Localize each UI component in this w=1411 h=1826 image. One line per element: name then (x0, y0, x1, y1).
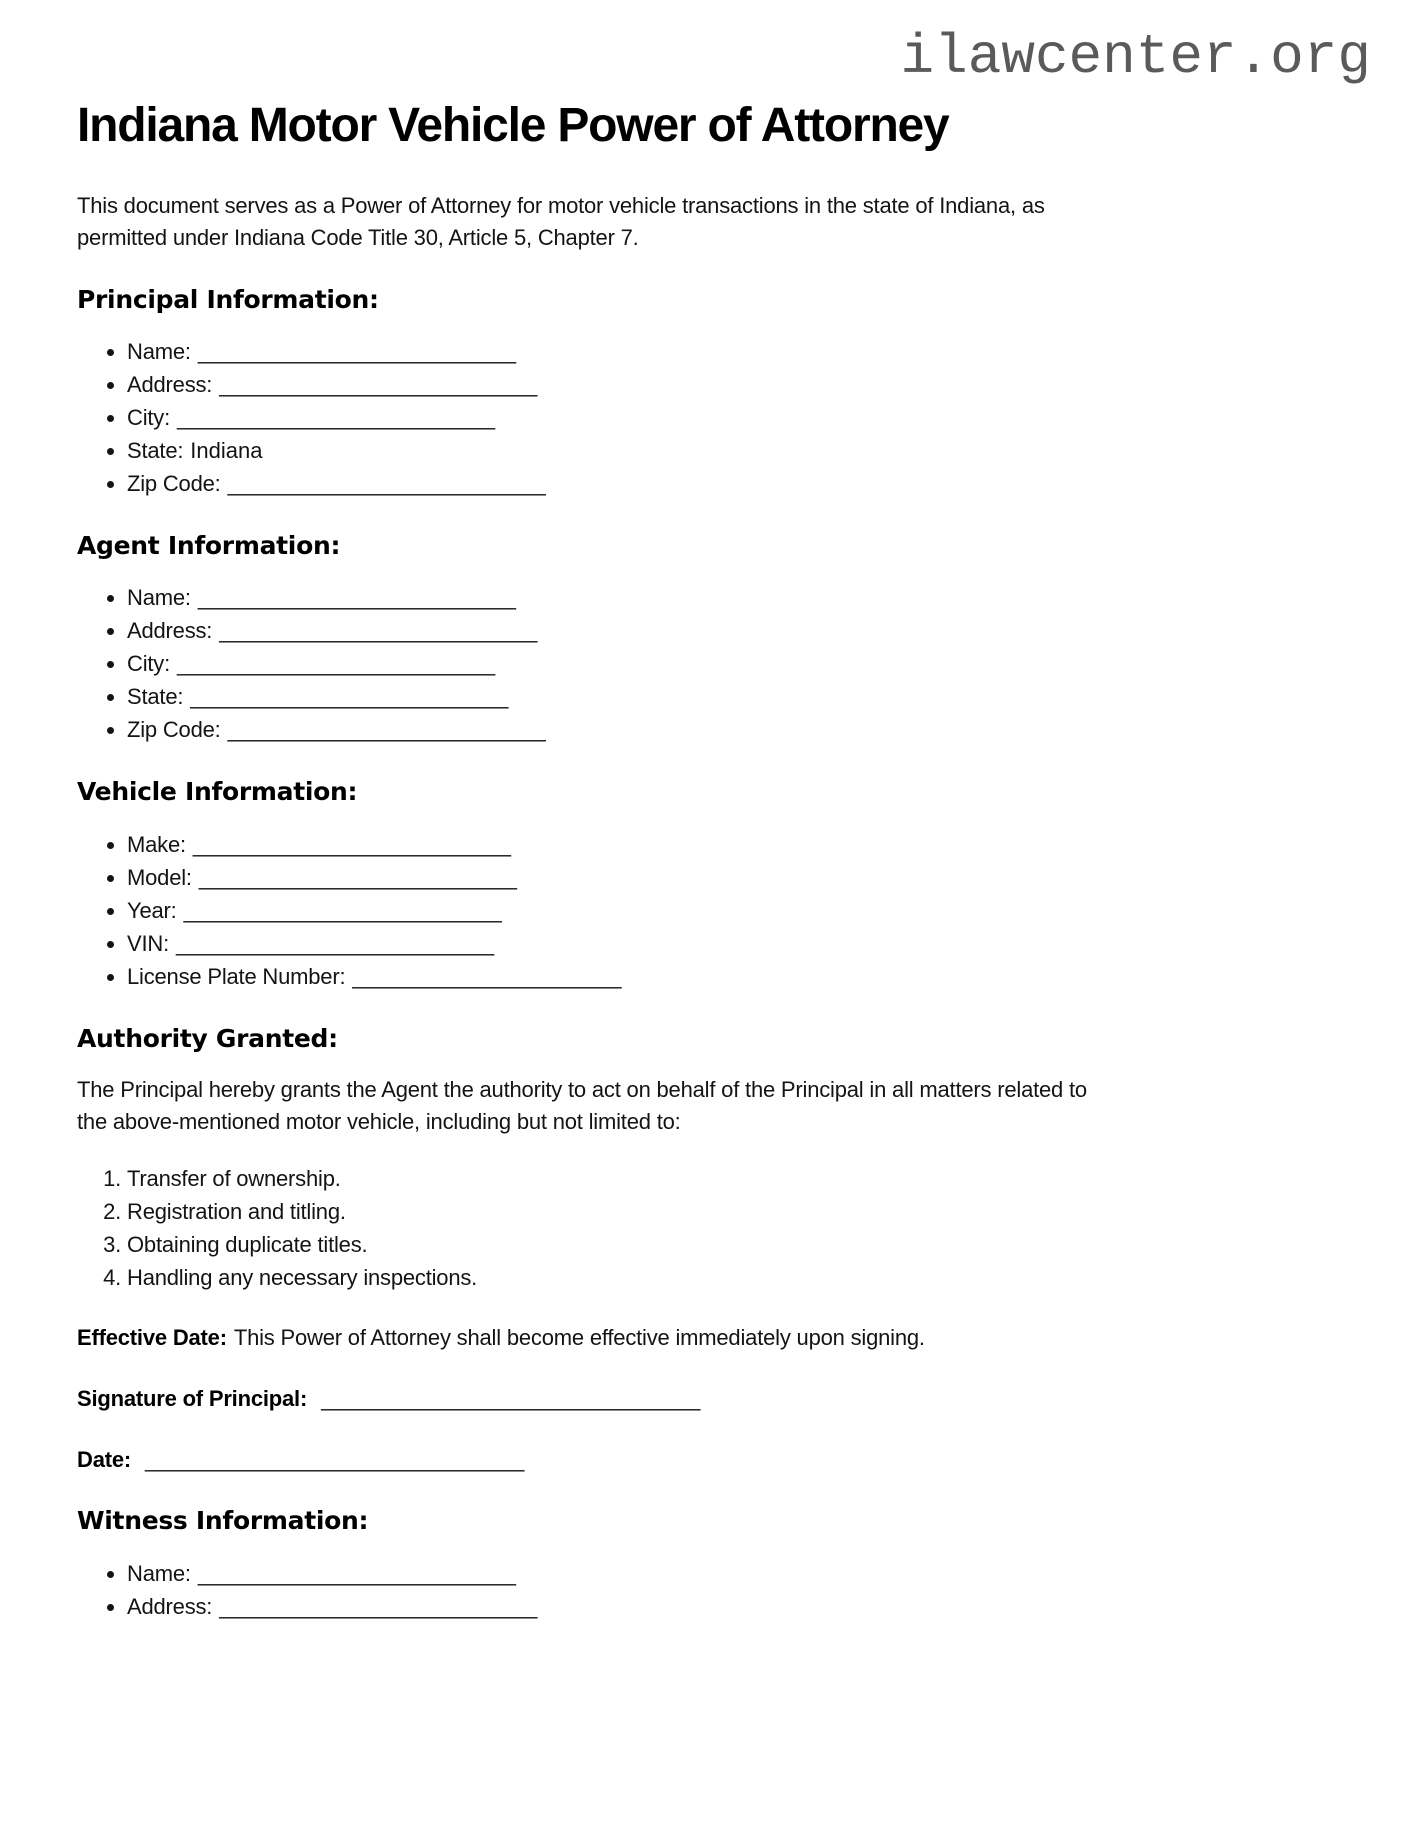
field-row-vehicle-vin (127, 927, 1371, 960)
field-row-vehicle-make (127, 828, 1371, 861)
field-row-vehicle-year (127, 894, 1371, 927)
authority-item (127, 1162, 1371, 1195)
site-logo: ilawcenter.org (900, 25, 1371, 89)
date-blank: _______________________________ (145, 1446, 525, 1472)
field-row-witness-name (127, 1557, 1371, 1590)
field-row-vehicle-model (127, 861, 1371, 894)
authority-item-text: Obtaining duplicate titles. (127, 1231, 368, 1257)
field-blank: __________________________ (219, 372, 538, 398)
field-row-principal-state (127, 434, 1371, 467)
field-blank: __________________________ (197, 339, 516, 365)
agent-info-list (77, 581, 1371, 746)
principal-info-list (77, 335, 1371, 500)
field-row-agent-name (127, 581, 1371, 614)
effective-date-line (77, 1322, 1371, 1354)
field-blank: __________________________ (227, 717, 546, 743)
authority-paragraph: The Principal hereby grants the Agent the authority to act on behalf of the Principal in all matters related to the above-mentioned motor vehicle, including but not limited to: (77, 1076, 1087, 1134)
intro-paragraph: This document serves as a Power of Attorney for motor vehicle transactions in the state of Indiana, as permitted under Indiana Code Title 30, Article 5, Chapter 7. (77, 193, 1045, 251)
field-blank: ______________________ (352, 963, 622, 989)
field-label: Model: (127, 864, 192, 890)
field-label: Address: (127, 1593, 213, 1619)
field-label: Make: (127, 831, 186, 857)
authority-item-text: Handling any necessary inspections. (127, 1264, 478, 1290)
section-heading-authority: Authority Granted: (77, 1023, 338, 1053)
effective-date-text: This Power of Attorney shall become effective immediately upon signing. (233, 1324, 925, 1350)
section-heading-vehicle: Vehicle Information: (77, 777, 358, 807)
section-heading-principal: Principal Information: (77, 284, 379, 314)
field-label: Year: (127, 897, 177, 923)
signature-blank: _______________________________ (321, 1385, 701, 1411)
field-row-agent-city (127, 647, 1371, 680)
field-label: State: (127, 438, 184, 464)
authority-item (127, 1261, 1371, 1294)
field-blank: __________________________ (190, 684, 509, 710)
field-label: Address: (127, 372, 213, 398)
date-line (77, 1444, 1371, 1476)
field-label: Address: (127, 618, 213, 644)
date-label: Date: (77, 1446, 132, 1472)
field-row-agent-zip (127, 713, 1371, 746)
effective-date-label: Effective Date: (77, 1324, 227, 1350)
field-blank: __________________________ (197, 585, 516, 611)
field-label: City: (127, 651, 171, 677)
field-row-agent-address (127, 614, 1371, 647)
section-heading-agent: Agent Information: (77, 531, 341, 561)
signature-label: Signature of Principal: (77, 1385, 308, 1411)
field-blank: __________________________ (219, 1593, 538, 1619)
section-heading-witness: Witness Information: (77, 1506, 369, 1536)
field-label: Zip Code: (127, 471, 221, 497)
field-label: Name: (127, 585, 191, 611)
field-label: Name: (127, 1560, 191, 1586)
field-blank: __________________________ (177, 651, 496, 677)
field-label: City: (127, 405, 171, 431)
witness-info-list (77, 1557, 1371, 1623)
field-row-vehicle-plate (127, 960, 1371, 993)
field-blank: __________________________ (219, 618, 538, 644)
field-label: License Plate Number: (127, 963, 346, 989)
field-row-principal-zip (127, 467, 1371, 500)
field-label: State: (127, 684, 184, 710)
authority-item (127, 1195, 1371, 1228)
field-label: VIN: (127, 930, 169, 956)
authority-item (127, 1228, 1371, 1261)
field-row-principal-city (127, 401, 1371, 434)
vehicle-info-list (77, 828, 1371, 993)
authority-item-text: Transfer of ownership. (127, 1165, 341, 1191)
signature-line (77, 1383, 1371, 1415)
document-title: Indiana Motor Vehicle Power of Attorney (77, 98, 949, 152)
authority-item-text: Registration and titling. (127, 1198, 346, 1224)
field-blank: __________________________ (176, 930, 495, 956)
field-label: Zip Code: (127, 717, 221, 743)
field-row-agent-state (127, 680, 1371, 713)
field-value: Indiana (190, 438, 263, 464)
field-blank: __________________________ (183, 897, 502, 923)
authority-numbered-list (77, 1162, 1371, 1294)
field-blank: __________________________ (227, 471, 546, 497)
field-row-witness-address (127, 1590, 1371, 1623)
field-blank: __________________________ (192, 831, 512, 857)
field-row-principal-name (127, 335, 1371, 368)
field-blank: __________________________ (197, 1560, 516, 1586)
field-blank: __________________________ (177, 405, 496, 431)
field-row-principal-address (127, 368, 1371, 401)
field-label: Name: (127, 339, 191, 365)
field-blank: __________________________ (198, 864, 517, 890)
